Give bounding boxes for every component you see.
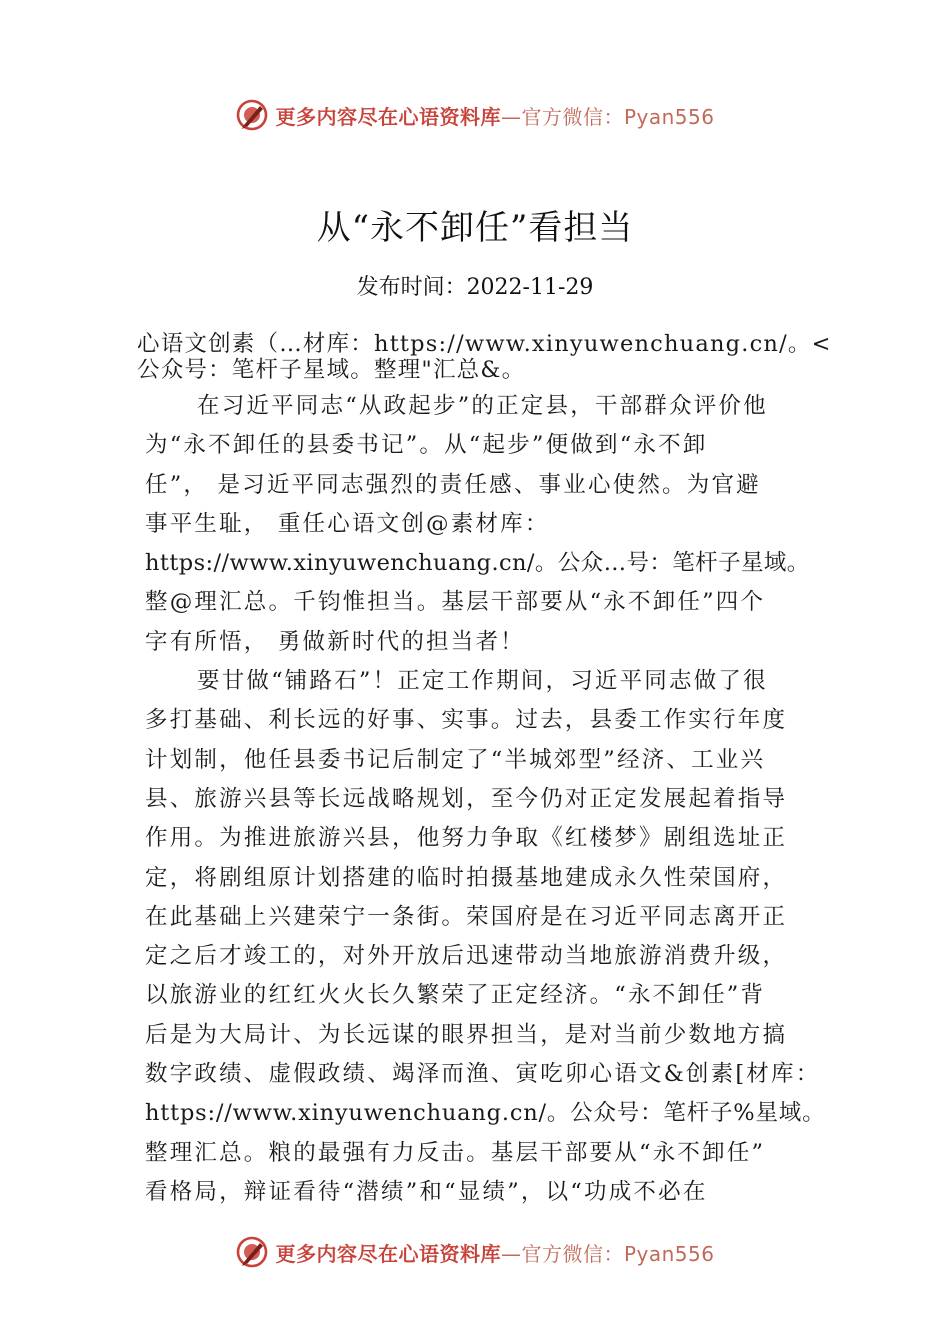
body-line: 要甘做“铺路石”！正定工作期间，习近平同志做了很 bbox=[197, 668, 768, 695]
document-title: 从“永不卸任”看担当 bbox=[316, 208, 634, 248]
body-line: 定，将剧组原计划搭建的临时拍摄基地建成永久性荣国府， bbox=[145, 864, 788, 891]
pen-seal-icon bbox=[235, 1235, 269, 1269]
banner-site-name: 更多内容尽在心语资料库 bbox=[275, 104, 501, 129]
body-line: 心语文创素（…材库：https://www.xinyuwenchuang.cn/。< bbox=[137, 331, 832, 357]
body-line: https://www.xinyuwenchuang.cn/。公众…号：笔杆子星域。 bbox=[145, 550, 810, 577]
banner-wechat: —官方微信：Pyan556 bbox=[500, 1241, 715, 1266]
body-line: 后是为大局计、为长远谋的眼界担当，是对当前少数地方搞 bbox=[145, 1021, 788, 1048]
body-line: 定之后才竣工的，对外开放后迅速带动当地旅游消费升级， bbox=[145, 943, 788, 970]
body-line: 字有所悟， 勇做新时代的担当者！ bbox=[145, 628, 525, 655]
document-body bbox=[137, 331, 832, 1212]
body-line: 事平生耻， 重任心语文创@素材库： bbox=[145, 510, 550, 537]
banner-wechat: —官方微信：Pyan556 bbox=[500, 104, 715, 129]
body-line: 以旅游业的红红火火长久繁荣了正定经济。“永不卸任”背 bbox=[145, 982, 766, 1009]
body-line: 整@理汇总。千钧惟担当。基层干部要从“永不卸任”四个 bbox=[145, 589, 766, 616]
body-line: 县、旅游兴县等长远战略规划，至今仍对正定发展起着指导 bbox=[145, 785, 788, 812]
body-line: 多打基础、利长远的好事、实事。过去，县委工作实行年度 bbox=[145, 707, 788, 734]
banner-text bbox=[275, 1238, 714, 1267]
body-line: https://www.xinyuwenchuang.cn/。公众号：笔杆子%星域。 bbox=[145, 1100, 826, 1127]
pen-seal-icon bbox=[235, 98, 269, 132]
banner-site-name: 更多内容尽在心语资料库 bbox=[275, 1241, 501, 1266]
body-line: 看格局，辩证看待“潜绩”和“显绩”，以“功成不必在 bbox=[145, 1178, 708, 1205]
body-line: 在此基础上兴建荣宁一条街。荣国府是在习近平同志离开正 bbox=[145, 903, 788, 930]
body-line: 公众号：笔杆子星域。整理"汇总&。 bbox=[137, 357, 526, 383]
footer-banner bbox=[0, 1232, 950, 1272]
banner-text bbox=[275, 101, 714, 130]
publish-time: 发布时间：2022-11-29 bbox=[356, 275, 594, 300]
body-line: 任”， 是习近平同志强烈的责任感、事业心使然。为官避 bbox=[145, 471, 761, 498]
body-line: 计划制，他任县委书记后制定了“半城郊型”经济、工业兴 bbox=[145, 746, 766, 773]
header-banner bbox=[0, 95, 950, 135]
body-line: 整理汇总。粮的最强有力反击。基层干部要从“永不卸任” bbox=[145, 1139, 766, 1166]
body-line: 为“永不卸任的县委书记”。从“起步”便做到“永不卸 bbox=[145, 432, 708, 459]
body-line: 在习近平同志“从政起步”的正定县，干部群众评价他 bbox=[197, 393, 768, 419]
body-line: 数字政绩、虚假政绩、竭泽而渔、寅吃卯心语文&创素[材库： bbox=[145, 1061, 821, 1088]
body-line: 作用。为推进旅游兴县，他努力争取《红楼梦》剧组选址正 bbox=[145, 825, 788, 852]
